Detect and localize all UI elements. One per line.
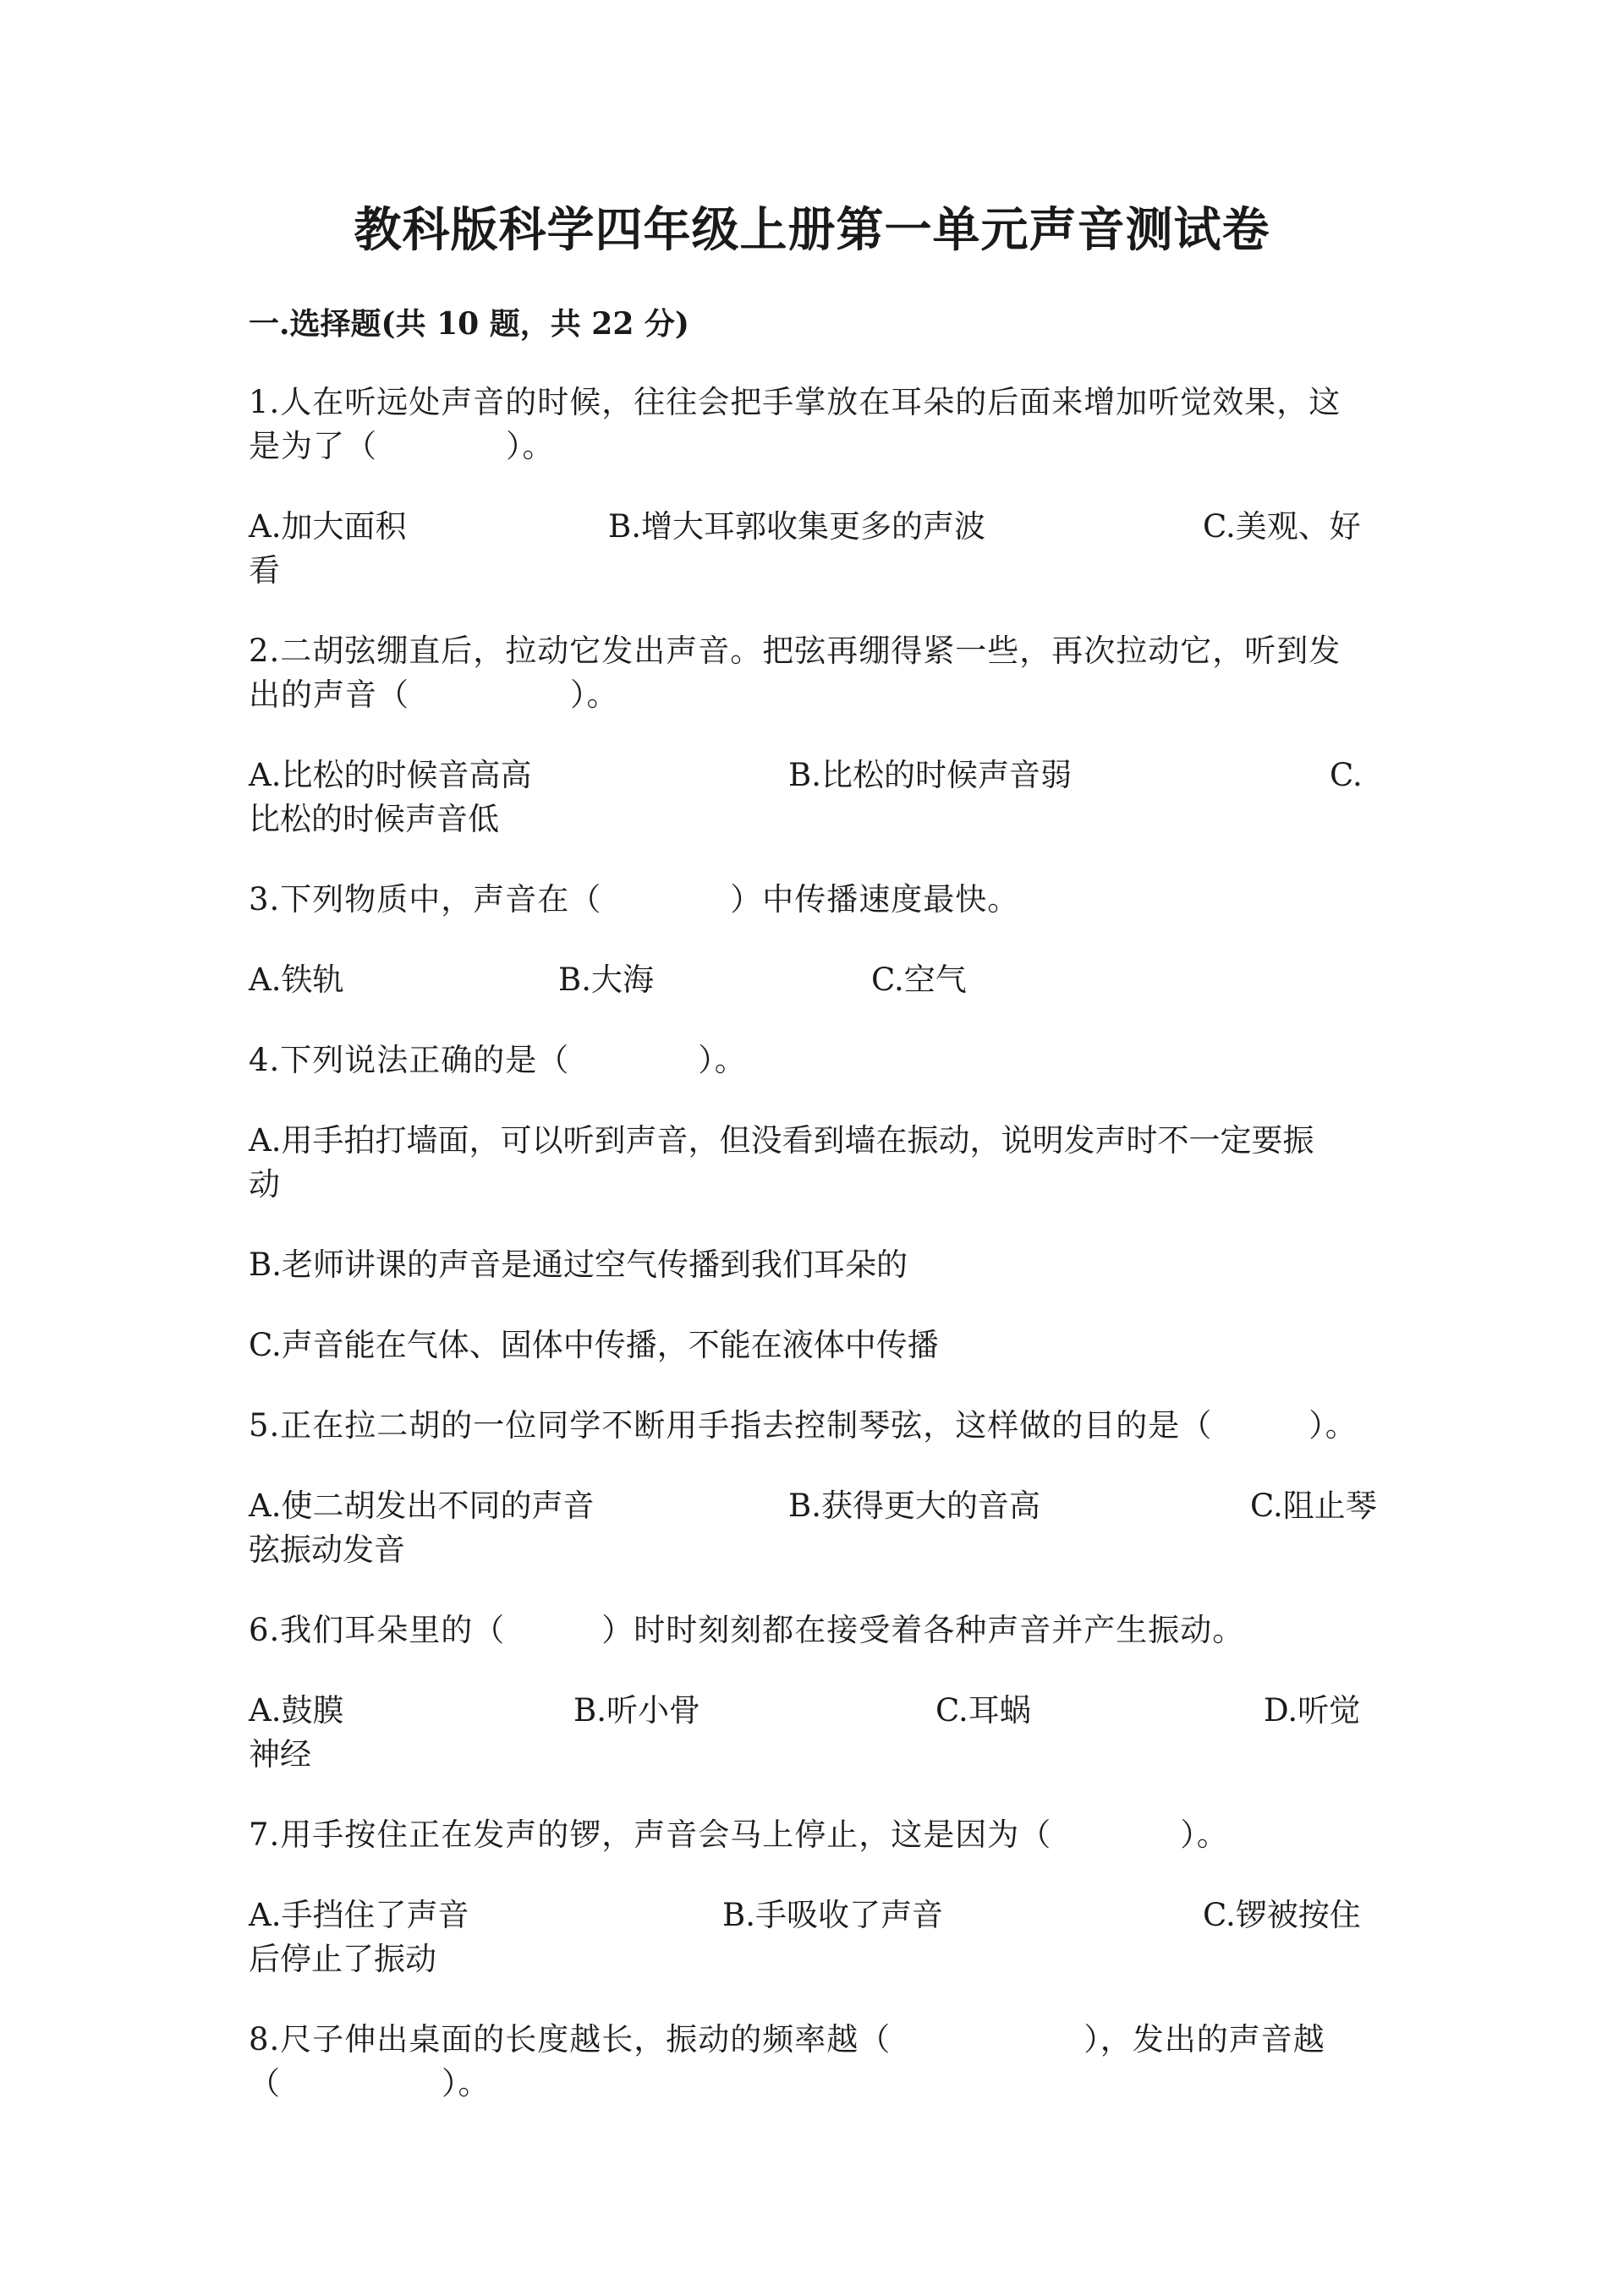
option-c: C.美观、好 bbox=[1203, 508, 1361, 545]
question-2 bbox=[249, 629, 1374, 717]
question-8-line-2: （ ）。 bbox=[249, 2065, 491, 2101]
question-1-option-wrap: 看 bbox=[249, 552, 280, 589]
question-4 bbox=[249, 1038, 1374, 1082]
question-5-options bbox=[249, 1484, 1399, 1528]
question-2-line-2: 出的声音（ ）。 bbox=[249, 677, 619, 713]
question-4-option-a-wrap: 动 bbox=[249, 1166, 280, 1203]
question-5-option-wrap: 弦振动发音 bbox=[249, 1532, 405, 1568]
option-a: A.加大面积 bbox=[249, 508, 407, 545]
option-c: C. bbox=[1330, 757, 1363, 793]
question-4-option-b: B.老师讲课的声音是通过空气传播到我们耳朵的 bbox=[249, 1247, 908, 1283]
question-6-option-wrap: 神经 bbox=[249, 1736, 311, 1773]
section-heading: 一.选择题(共 10 题，共 22 分) bbox=[249, 306, 689, 342]
question-8-line-1: 8.尺子伸出桌面的长度越长，振动的频率越（ ），发出的声音越 bbox=[249, 2021, 1325, 2058]
question-4-line-1: 4.下列说法正确的是（ ）。 bbox=[249, 1042, 747, 1078]
question-7-options bbox=[249, 1893, 1399, 1937]
question-1-line-2: 是为了（ ）。 bbox=[249, 428, 555, 464]
question-1-options bbox=[249, 505, 1399, 549]
option-c: C.阻止琴 bbox=[1250, 1488, 1377, 1524]
option-a: A.铁轨 bbox=[249, 962, 344, 998]
option-c: C.耳蜗 bbox=[935, 1692, 1031, 1729]
question-2-line-1: 2.二胡弦绷直后，拉动它发出声音。把弦再绷得紧一些，再次拉动它，听到发 bbox=[249, 633, 1341, 669]
page-title: 教科版科学四年级上册第一单元声音测试卷 bbox=[354, 202, 1270, 258]
option-a: A.比松的时候音高高 bbox=[249, 757, 532, 793]
question-5-line-1: 5.正在拉二胡的一位同学不断用手指去控制琴弦，这样做的目的是（ ）。 bbox=[249, 1407, 1358, 1444]
question-8 bbox=[249, 2018, 1374, 2106]
option-d: D.听觉 bbox=[1264, 1692, 1361, 1729]
option-a: A.手挡住了声音 bbox=[249, 1897, 469, 1933]
option-b: B.大海 bbox=[558, 962, 654, 998]
question-2-options bbox=[249, 753, 1399, 797]
question-4-option-a: A.用手拍打墙面，可以听到声音，但没看到墙在振动，说明发声时不一定要振 bbox=[249, 1122, 1314, 1159]
question-7-line-1: 7.用手按住正在发声的锣，声音会马上停止，这是因为（ ）。 bbox=[249, 1817, 1229, 1853]
option-b: B.听小骨 bbox=[573, 1692, 700, 1729]
question-5 bbox=[249, 1404, 1374, 1448]
option-c: C.空气 bbox=[871, 962, 967, 998]
question-1 bbox=[249, 381, 1374, 469]
question-7 bbox=[249, 1813, 1374, 1857]
question-4-option-c: C.声音能在气体、固体中传播，不能在液体中传播 bbox=[249, 1327, 939, 1363]
question-6 bbox=[249, 1608, 1374, 1652]
question-2-option-wrap: 比松的时候声音低 bbox=[249, 801, 499, 837]
question-3-options bbox=[249, 958, 1399, 1002]
question-1-line-1: 1.人在听远处声音的时候，往往会把手掌放在耳朵的后面来增加听觉效果，这 bbox=[249, 384, 1341, 420]
option-c: C.锣被按住 bbox=[1203, 1897, 1361, 1933]
option-a: A.鼓膜 bbox=[249, 1692, 344, 1729]
question-7-option-wrap: 后停止了振动 bbox=[249, 1941, 436, 1977]
option-b: B.手吸收了声音 bbox=[722, 1897, 943, 1933]
option-b: B.比松的时候声音弱 bbox=[788, 757, 1072, 793]
question-3-line-1: 3.下列物质中，声音在（ ）中传播速度最快。 bbox=[249, 881, 1020, 918]
question-3 bbox=[249, 878, 1374, 922]
option-a: A.使二胡发出不同的声音 bbox=[249, 1488, 595, 1524]
option-b: B.增大耳郭收集更多的声波 bbox=[608, 508, 985, 545]
question-6-line-1: 6.我们耳朵里的（ ）时时刻刻都在接受着各种声音并产生振动。 bbox=[249, 1612, 1245, 1648]
option-b: B.获得更大的音高 bbox=[788, 1488, 1040, 1524]
question-6-options bbox=[249, 1689, 1399, 1733]
